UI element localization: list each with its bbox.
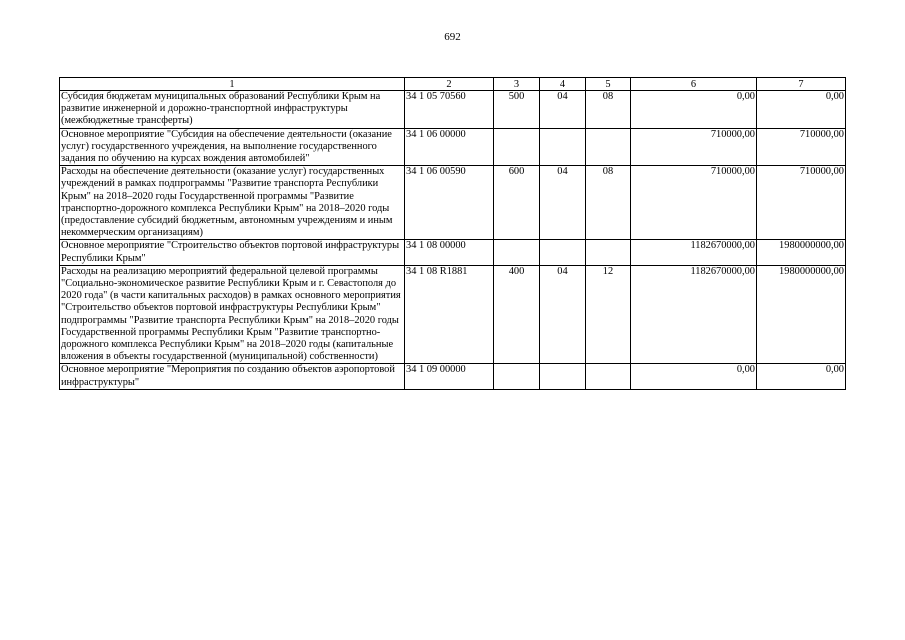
row-amount-col6: 710000,00 [631,166,757,240]
row-section [540,240,586,265]
row-name: Основное мероприятие "Строительство объектов портовой инфраструктуры Республики Крым" [60,240,405,265]
table-row [60,91,846,129]
table-row [60,128,846,166]
row-section: 04 [540,166,586,240]
table-row [60,166,846,240]
row-expense-type [494,364,540,389]
row-name: Основное мероприятие "Субсидия на обеспечение деятельности (оказание услуг) государственного учреждения, на выполнение государственного задания по обучению на курсах вождения автомобилей" [60,128,405,166]
row-code: 34 1 06 00590 [405,166,494,240]
row-expense-type: 500 [494,91,540,129]
table-header-row [60,78,846,91]
row-section: 04 [540,265,586,364]
row-amount-col6: 710000,00 [631,128,757,166]
header-col-2: 2 [405,78,494,91]
row-expense-type: 400 [494,265,540,364]
row-amount-col7: 1980000000,00 [757,240,846,265]
row-amount-col7: 0,00 [757,364,846,389]
row-name: Расходы на обеспечение деятельности (оказание услуг) государственных учреждений в рамках подпрограммы "Развитие транспорта Республики Крым" на 2018–2020 годы Государственной программы "Развитие транспортно-дорожного комплекса Республики Крым" на 2018–2020 годы (предоставление субсидий бюджетным, автономным учреждениям и иным некоммерческим организациям) [60,166,405,240]
row-amount-col7: 710000,00 [757,128,846,166]
header-col-1: 1 [60,78,405,91]
row-subsection: 08 [586,166,631,240]
row-section [540,128,586,166]
header-col-7: 7 [757,78,846,91]
row-code: 34 1 08 R1881 [405,265,494,364]
row-name: Субсидия бюджетам муниципальных образований Республики Крым на развитие инженерной и дорожно-транспортной инфраструктуры (межбюджетные трансферты) [60,91,405,129]
row-amount-col6: 1182670000,00 [631,265,757,364]
row-code: 34 1 06 00000 [405,128,494,166]
row-subsection [586,364,631,389]
row-amount-col6: 0,00 [631,91,757,129]
row-subsection [586,240,631,265]
row-expense-type [494,128,540,166]
table-row [60,364,846,389]
row-code: 34 1 08 00000 [405,240,494,265]
header-col-6: 6 [631,78,757,91]
table-row [60,240,846,265]
row-subsection: 08 [586,91,631,129]
header-col-4: 4 [540,78,586,91]
row-amount-col6: 1182670000,00 [631,240,757,265]
row-name: Расходы на реализацию мероприятий федеральной целевой программы "Социально-экономическое развитие Республики Крым и г. Севастополя до 2020 года" (в части капитальных расходов) в рамках основного мероприятия "Строительство объектов портовой инфраструктуры Республики Крым" подпрограммы "Развитие транспорта Республики Крым" на 2018–2020 годы Государственной программы Республики Крым "Развитие транспортно-дорожного комплекса Республики Крым" на 2018–2020 годы (капитальные вложения в объекты государственной (муниципальной) собственности) [60,265,405,364]
row-amount-col7: 710000,00 [757,166,846,240]
row-amount-col6: 0,00 [631,364,757,389]
row-amount-col7: 0,00 [757,91,846,129]
row-subsection: 12 [586,265,631,364]
page-number: 692 [444,31,461,43]
header-col-3: 3 [494,78,540,91]
row-subsection [586,128,631,166]
row-expense-type [494,240,540,265]
row-code: 34 1 05 70560 [405,91,494,129]
row-section [540,364,586,389]
row-code: 34 1 09 00000 [405,364,494,389]
row-amount-col7: 1980000000,00 [757,265,846,364]
header-col-5: 5 [586,78,631,91]
row-section: 04 [540,91,586,129]
table-row [60,265,846,364]
budget-table [59,77,846,390]
row-name: Основное мероприятие "Мероприятия по созданию объектов аэропортовой инфраструктуры" [60,364,405,389]
row-expense-type: 600 [494,166,540,240]
